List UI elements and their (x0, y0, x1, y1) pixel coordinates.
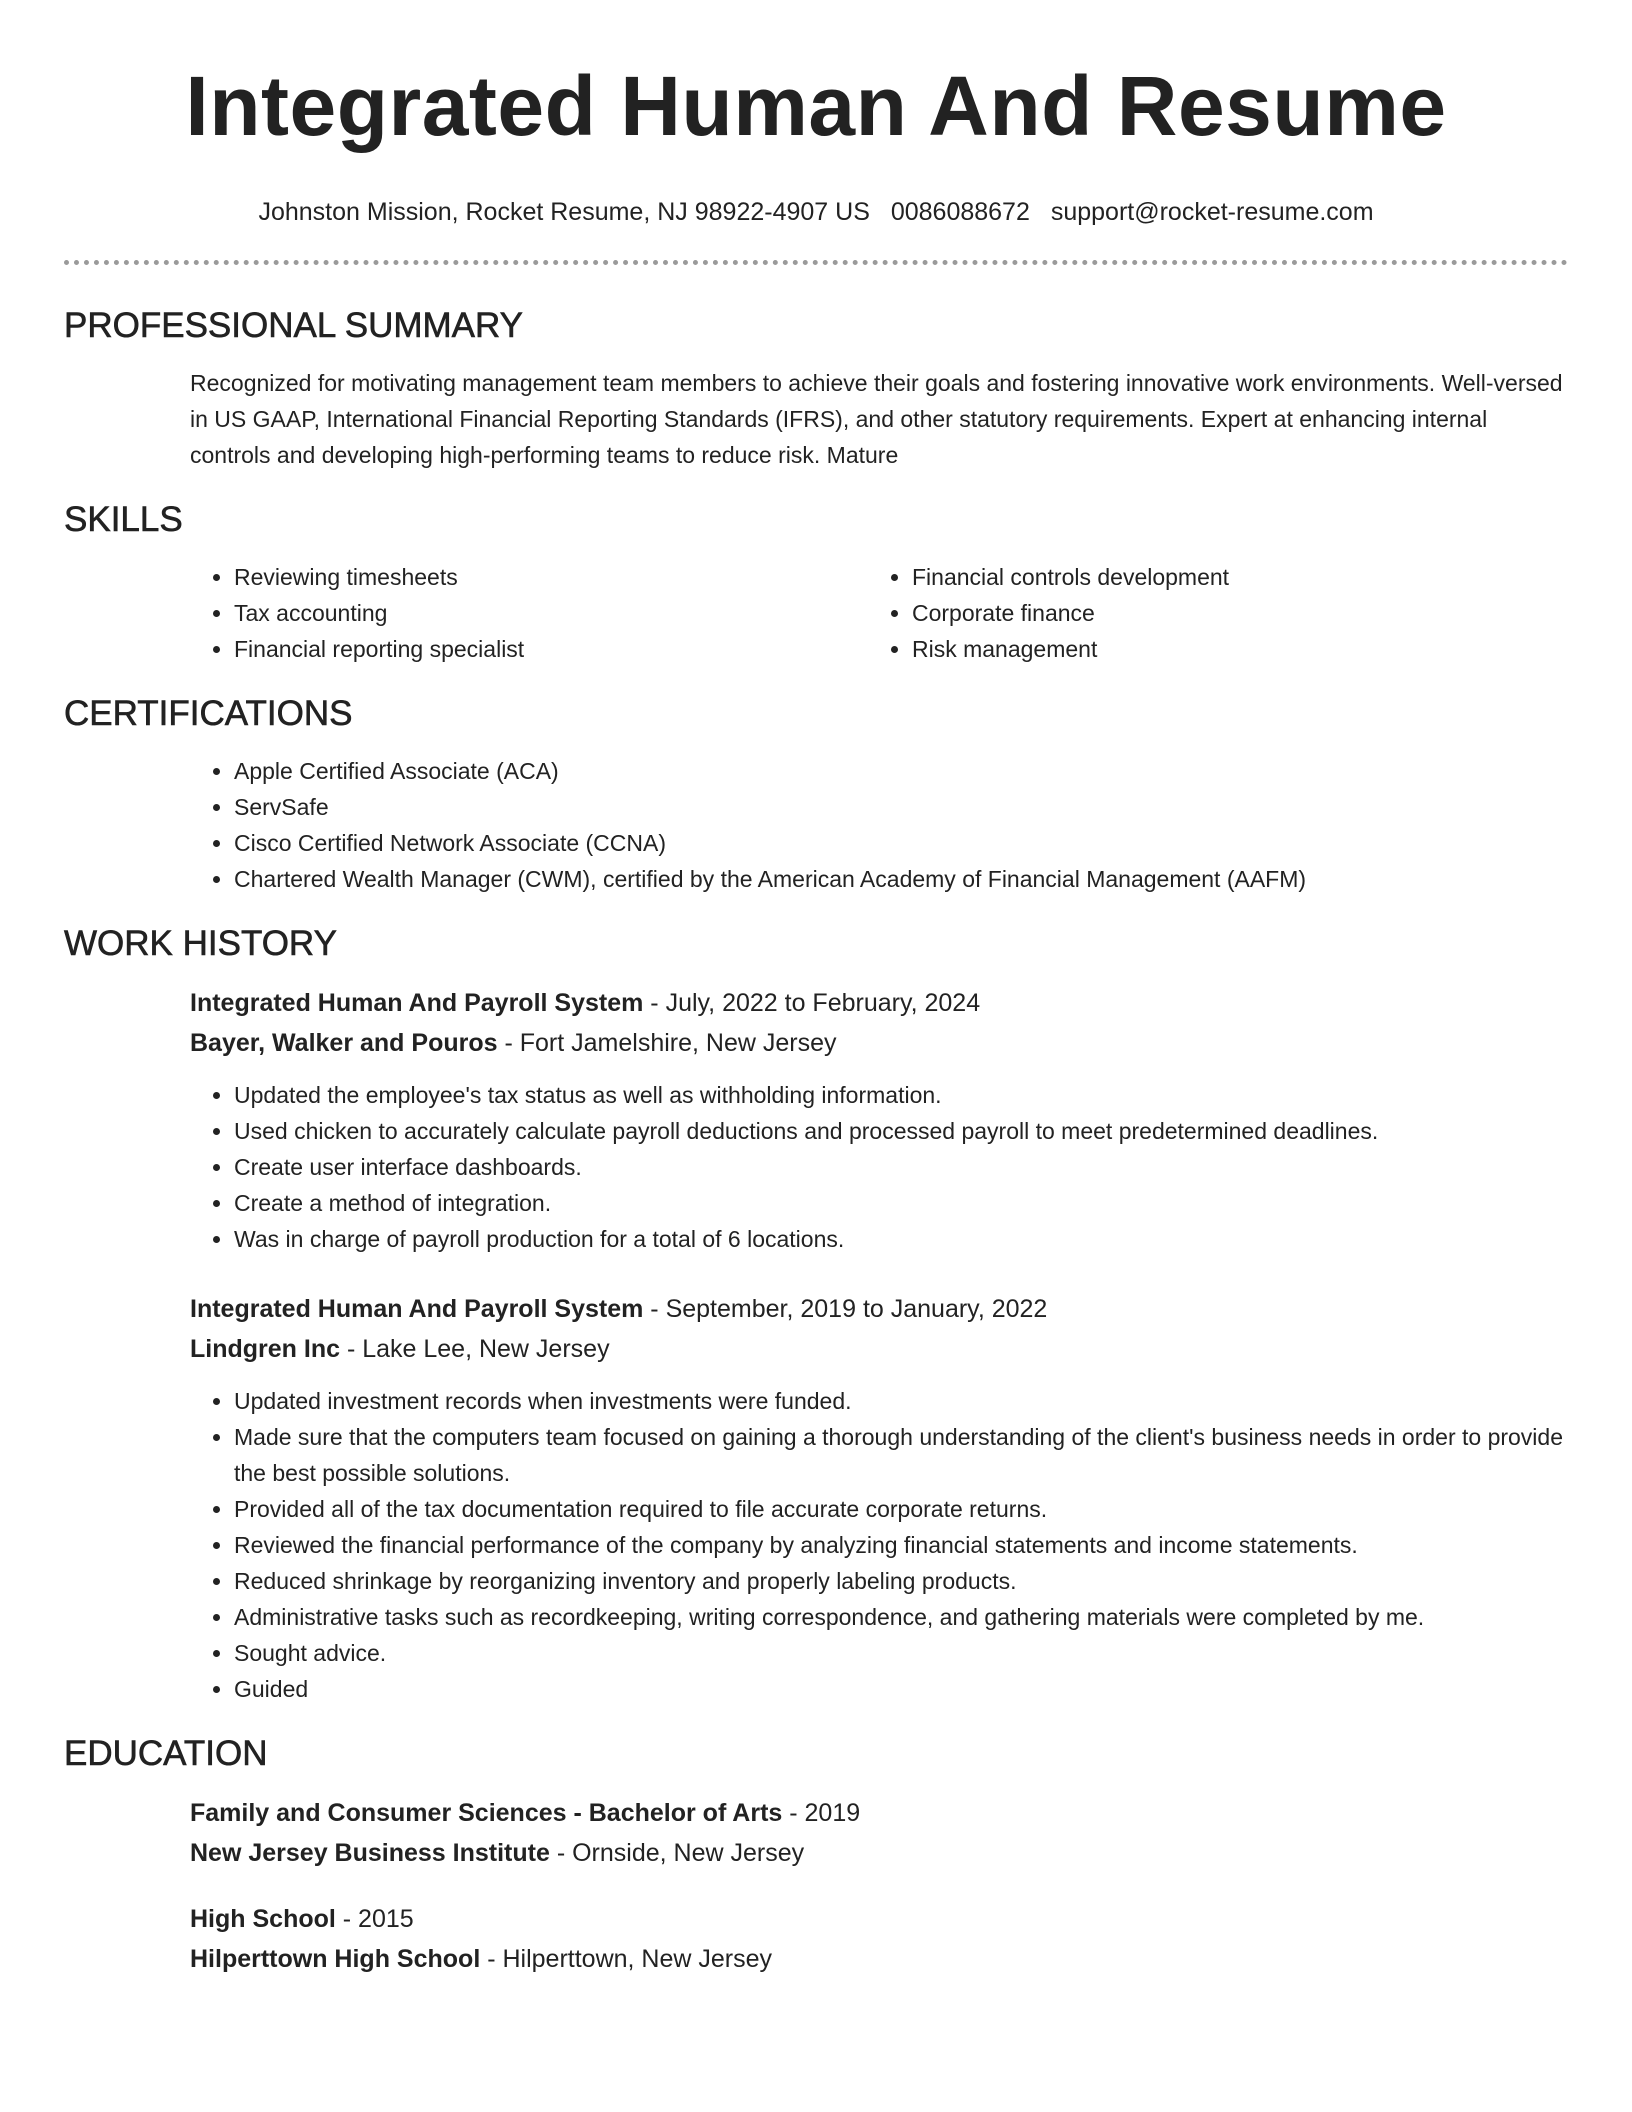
summary-section (64, 305, 1568, 473)
resume-name: Integrated Human And Resume (185, 59, 1447, 153)
summary-text: Recognized for motivating management team members to achieve their goals and fostering innovative work environments. Well-versed in US GAAP, International Financial Reporting Standards (IFRS), and other statutory requirements. Expert at enhancing internal controls and developing high-performing teams to reduce risk. Mature (190, 370, 1563, 468)
job-company: Lindgren Inc (190, 1335, 340, 1363)
certification-item: • Cisco Certified Network Associate (CCNA) (234, 825, 1568, 861)
job-bullet: • Reduced shrinkage by reorganizing inventory and properly labeling products. (234, 1563, 1568, 1599)
contact-email: support@rocket-resume.com (1050, 198, 1374, 226)
job-bullet: • Updated investment records when investments were funded. (234, 1383, 1568, 1419)
certifications-section (64, 693, 1568, 897)
skill-item: • Risk management (912, 631, 1546, 667)
resume-page (64, 0, 1568, 1979)
job-entry (190, 983, 1568, 1257)
job-bullet: • Made sure that the computers team focused on gaining a thorough understanding of the client's business needs in order to provide the best possible solutions. (234, 1419, 1568, 1491)
education-degree: Family and Consumer Sciences - Bachelor of Arts (190, 1799, 783, 1827)
header-divider (64, 260, 1568, 265)
education-entry (190, 1899, 1568, 1979)
education-school: New Jersey Business Institute (190, 1839, 550, 1867)
education-location: - Ornside, New Jersey (549, 1839, 805, 1867)
education-heading: EDUCATION (64, 1734, 268, 1773)
education-year: - 2019 (782, 1799, 861, 1827)
job-company-line (190, 1023, 1568, 1063)
skill-item: • Corporate finance (912, 595, 1546, 631)
certification-item: • ServSafe (234, 789, 1568, 825)
education-school-line (190, 1833, 1568, 1873)
skill-item: • Tax accounting (234, 595, 868, 631)
job-title-line (190, 983, 1568, 1023)
job-bullet: • Create user interface dashboards. (234, 1149, 1568, 1185)
certification-item: • Apple Certified Associate (ACA) (234, 753, 1568, 789)
certifications-body (190, 753, 1568, 897)
job-title-line (190, 1289, 1568, 1329)
skill-item: • Financial controls development (912, 559, 1546, 595)
education-section (64, 1733, 1568, 1979)
job-company: Bayer, Walker and Pouros (190, 1029, 498, 1057)
job-entry (190, 1289, 1568, 1707)
summary-body (190, 365, 1568, 473)
skills-column-right (868, 559, 1546, 667)
job-bullet: • Create a method of integration. (234, 1185, 1568, 1221)
job-bullet: • Sought advice. (234, 1635, 1568, 1671)
skills-column-left (190, 559, 868, 667)
job-bullet: • Provided all of the tax documentation required to file accurate corporate returns. (234, 1491, 1568, 1527)
education-degree-line (190, 1793, 1568, 1833)
job-bullet: • Updated the employee's tax status as well as withholding information. (234, 1077, 1568, 1113)
work-history-body (190, 983, 1568, 1707)
job-bullet: • Administrative tasks such as recordkeeping, writing correspondence, and gathering materials were completed by me. (234, 1599, 1568, 1635)
skill-item: • Financial reporting specialist (234, 631, 868, 667)
job-company-line (190, 1329, 1568, 1369)
job-dates: - July, 2022 to February, 2024 (643, 989, 981, 1017)
education-degree: High School (190, 1905, 336, 1933)
education-year: - 2015 (335, 1905, 414, 1933)
education-location: - Hilperttown, New Jersey (480, 1945, 773, 1973)
job-location: - Lake Lee, New Jersey (340, 1335, 610, 1363)
skill-item: • Reviewing timesheets (234, 559, 868, 595)
contact-phone: 0086088672 (890, 198, 1030, 226)
education-body (190, 1793, 1568, 1979)
education-degree-line (190, 1899, 1568, 1939)
job-bullet: • Reviewed the financial performance of the company by analyzing financial statements and income statements. (234, 1527, 1568, 1563)
job-bullets (190, 1077, 1568, 1257)
education-school: Hilperttown High School (190, 1945, 481, 1973)
job-dates: - September, 2019 to January, 2022 (643, 1295, 1048, 1323)
resume-header (64, 0, 1568, 228)
job-bullet: • Guided (234, 1671, 1568, 1707)
skills-heading: SKILLS (64, 500, 183, 539)
job-bullet: • Was in charge of payroll production for a total of 6 locations. (234, 1221, 1568, 1257)
education-school-line (190, 1939, 1568, 1979)
skills-grid (190, 559, 1568, 667)
job-position: Integrated Human And Payroll System (190, 1295, 644, 1323)
summary-heading: PROFESSIONAL SUMMARY (64, 306, 523, 345)
education-entry (190, 1793, 1568, 1873)
job-position: Integrated Human And Payroll System (190, 989, 644, 1017)
job-bullets (190, 1383, 1568, 1707)
work-history-section (64, 923, 1568, 1707)
certifications-heading: CERTIFICATIONS (64, 694, 353, 733)
contact-address: Johnston Mission, Rocket Resume, NJ 98922-4907 US (258, 198, 870, 226)
job-bullet: • Used chicken to accurately calculate payroll deductions and processed payroll to meet predetermined deadlines. (234, 1113, 1568, 1149)
job-location: - Fort Jamelshire, New Jersey (497, 1029, 837, 1057)
certification-item: • Chartered Wealth Manager (CWM), certified by the American Academy of Financial Management (AAFM) (234, 861, 1568, 897)
contact-line (64, 196, 1568, 228)
skills-section (64, 499, 1568, 667)
work-history-heading: WORK HISTORY (64, 924, 337, 963)
